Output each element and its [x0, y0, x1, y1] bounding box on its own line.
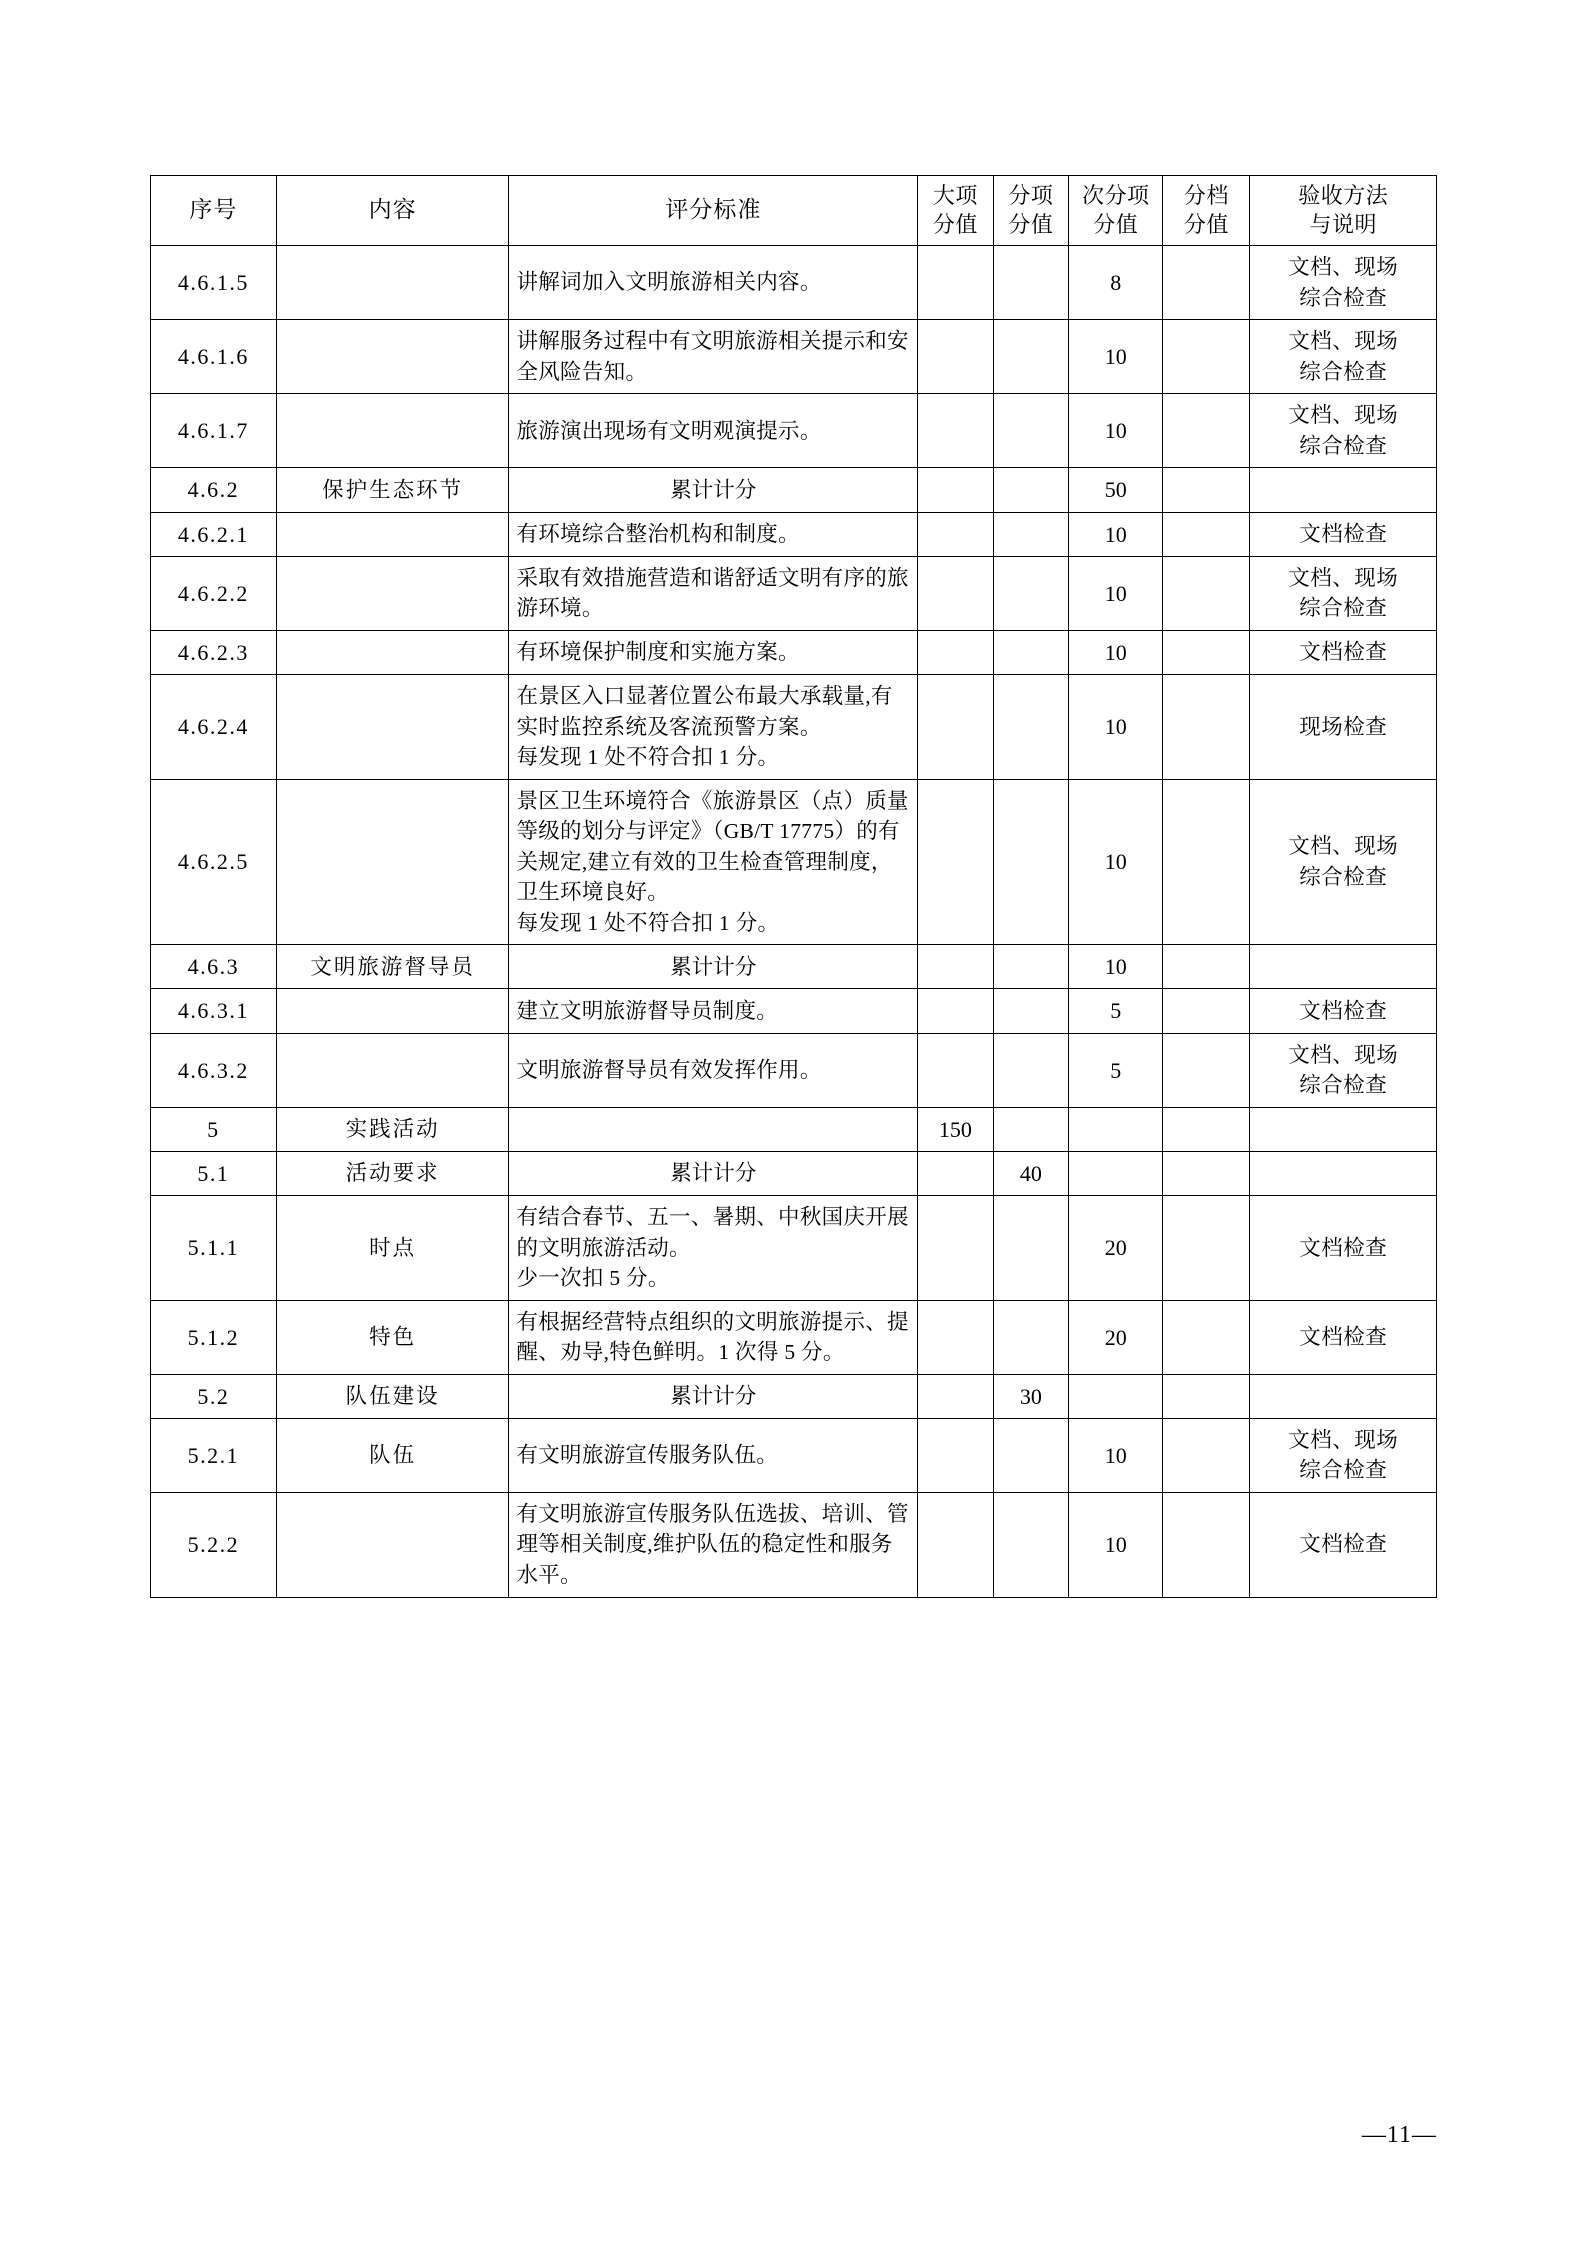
cell-content: 活动要求 [276, 1151, 509, 1195]
cell-criteria: 采取有效措施营造和谐舒适文明有序的旅游环境。 [509, 556, 918, 630]
cell-sub-score [993, 468, 1068, 512]
cell-major-score [918, 1196, 993, 1301]
cell-sub-score [993, 1300, 1068, 1374]
cell-major-score [918, 512, 993, 556]
cell-sub-score [993, 246, 1068, 320]
cell-content [276, 512, 509, 556]
cell-major-score [918, 989, 993, 1033]
table-row [151, 512, 1437, 556]
cell-major-score [918, 394, 993, 468]
cell-method: 文档检查 [1250, 989, 1437, 1033]
cell-grade-score [1163, 1374, 1250, 1418]
cell-sub-score [993, 1033, 1068, 1107]
table-header-row [151, 176, 1437, 246]
header-major-score-line2: 分值 [932, 211, 978, 237]
cell-subsub-score: 10 [1069, 320, 1163, 394]
cell-subsub-score: 20 [1069, 1196, 1163, 1301]
cell-subsub-score: 10 [1069, 779, 1163, 945]
cell-grade-score [1163, 1107, 1250, 1151]
cell-grade-score [1163, 779, 1250, 945]
table-row [151, 1492, 1437, 1597]
cell-no: 4.6.1.6 [151, 320, 277, 394]
cell-criteria: 文明旅游督导员有效发挥作用。 [509, 1033, 918, 1107]
cell-grade-score [1163, 320, 1250, 394]
cell-method: 文档检查 [1250, 1196, 1437, 1301]
cell-major-score [918, 320, 993, 394]
cell-method: 文档、现场 综合检查 [1250, 246, 1437, 320]
cell-grade-score [1163, 394, 1250, 468]
cell-method [1250, 468, 1437, 512]
cell-subsub-score [1069, 1151, 1163, 1195]
cell-no: 4.6.3 [151, 945, 277, 989]
cell-no: 4.6.2.1 [151, 512, 277, 556]
cell-major-score [918, 675, 993, 780]
cell-major-score [918, 246, 993, 320]
cell-grade-score [1163, 1418, 1250, 1492]
cell-no: 4.6.3.2 [151, 1033, 277, 1107]
cell-criteria: 有环境综合整治机构和制度。 [509, 512, 918, 556]
cell-content [276, 779, 509, 945]
cell-criteria: 讲解词加入文明旅游相关内容。 [509, 246, 918, 320]
table-row [151, 1374, 1437, 1418]
cell-criteria: 建立文明旅游督导员制度。 [509, 989, 918, 1033]
cell-method: 文档检查 [1250, 512, 1437, 556]
cell-method [1250, 1374, 1437, 1418]
cell-no: 4.6.3.1 [151, 989, 277, 1033]
cell-major-score [918, 1492, 993, 1597]
cell-subsub-score: 10 [1069, 1492, 1163, 1597]
table-row [151, 779, 1437, 945]
cell-content [276, 556, 509, 630]
page-number: —11— [1361, 2122, 1437, 2148]
cell-content [276, 1033, 509, 1107]
table-header [151, 176, 1437, 246]
cell-major-score [918, 779, 993, 945]
header-sub-score-line2: 分值 [1008, 211, 1054, 237]
cell-criteria: 旅游演出现场有文明观演提示。 [509, 394, 918, 468]
cell-no: 5.2 [151, 1374, 277, 1418]
cell-no: 5.2.2 [151, 1492, 277, 1597]
cell-sub-score [993, 989, 1068, 1033]
table-row [151, 945, 1437, 989]
cell-criteria: 景区卫生环境符合《旅游景区（点）质量等级的划分与评定》（GB/T 17775）的有关规定,建立有效的卫生检查管理制度，卫生环境良好。 每发现 1 处不符合扣 1 分。 [509, 779, 918, 945]
cell-subsub-score: 20 [1069, 1300, 1163, 1374]
table-row [151, 394, 1437, 468]
cell-subsub-score: 10 [1069, 675, 1163, 780]
table-row [151, 1107, 1437, 1151]
cell-grade-score [1163, 1196, 1250, 1301]
header-method-line2: 与说明 [1309, 211, 1377, 237]
cell-subsub-score: 10 [1069, 630, 1163, 674]
header-major-score [918, 176, 993, 246]
cell-criteria: 有结合春节、五一、暑期、中秋国庆开展的文明旅游活动。 少一次扣 5 分。 [509, 1196, 918, 1301]
cell-grade-score [1163, 1300, 1250, 1374]
cell-method [1250, 1151, 1437, 1195]
cell-subsub-score: 10 [1069, 945, 1163, 989]
cell-method: 文档、现场 综合检查 [1250, 1418, 1437, 1492]
cell-criteria: 累计计分 [509, 1374, 918, 1418]
cell-method: 文档、现场 综合检查 [1250, 556, 1437, 630]
table-row [151, 1151, 1437, 1195]
cell-grade-score [1163, 246, 1250, 320]
cell-criteria [509, 1107, 918, 1151]
cell-method: 文档、现场 综合检查 [1250, 1033, 1437, 1107]
cell-content [276, 630, 509, 674]
cell-content [276, 675, 509, 780]
cell-sub-score [993, 945, 1068, 989]
cell-grade-score [1163, 512, 1250, 556]
cell-grade-score [1163, 1033, 1250, 1107]
cell-method: 文档、现场 综合检查 [1250, 320, 1437, 394]
cell-major-score: 150 [918, 1107, 993, 1151]
cell-subsub-score [1069, 1374, 1163, 1418]
table-row [151, 246, 1437, 320]
table-row [151, 989, 1437, 1033]
cell-major-score [918, 945, 993, 989]
cell-criteria: 累计计分 [509, 945, 918, 989]
table-row [151, 1418, 1437, 1492]
cell-content: 时点 [276, 1196, 509, 1301]
cell-subsub-score: 5 [1069, 989, 1163, 1033]
cell-sub-score [993, 779, 1068, 945]
cell-subsub-score: 10 [1069, 512, 1163, 556]
cell-no: 5.1 [151, 1151, 277, 1195]
cell-subsub-score: 10 [1069, 556, 1163, 630]
cell-criteria: 累计计分 [509, 468, 918, 512]
cell-major-score [918, 556, 993, 630]
cell-major-score [918, 1418, 993, 1492]
header-no: 序号 [151, 176, 277, 246]
cell-sub-score [993, 630, 1068, 674]
cell-no: 5.1.1 [151, 1196, 277, 1301]
header-method [1250, 176, 1437, 246]
cell-method: 文档检查 [1250, 630, 1437, 674]
table-row [151, 675, 1437, 780]
cell-grade-score [1163, 556, 1250, 630]
cell-sub-score: 30 [993, 1374, 1068, 1418]
header-subsub-score-line1: 次分项 [1081, 183, 1150, 208]
cell-sub-score [993, 1107, 1068, 1151]
cell-content: 文明旅游督导员 [276, 945, 509, 989]
cell-content: 队伍 [276, 1418, 509, 1492]
header-grade-score-line2: 分值 [1183, 211, 1229, 237]
cell-grade-score [1163, 675, 1250, 780]
header-method-line1: 验收方法 [1298, 183, 1389, 208]
cell-criteria: 有文明旅游宣传服务队伍选拔、培训、管理等相关制度,维护队伍的稳定性和服务水平。 [509, 1492, 918, 1597]
cell-sub-score [993, 556, 1068, 630]
cell-content: 特色 [276, 1300, 509, 1374]
header-grade-score [1163, 176, 1250, 246]
header-criteria: 评分标准 [509, 176, 918, 246]
table-row [151, 556, 1437, 630]
cell-method [1250, 945, 1437, 989]
cell-method: 文档、现场 综合检查 [1250, 394, 1437, 468]
cell-criteria: 在景区入口显著位置公布最大承载量,有实时监控系统及客流预警方案。 每发现 1 处不符合扣 1 分。 [509, 675, 918, 780]
header-subsub-score [1069, 176, 1163, 246]
cell-method [1250, 1107, 1437, 1151]
cell-sub-score [993, 394, 1068, 468]
cell-sub-score [993, 1492, 1068, 1597]
cell-major-score [918, 1151, 993, 1195]
cell-subsub-score: 50 [1069, 468, 1163, 512]
header-major-score-line1: 大项 [932, 183, 978, 208]
cell-no: 4.6.2.3 [151, 630, 277, 674]
cell-no: 5 [151, 1107, 277, 1151]
cell-sub-score [993, 320, 1068, 394]
cell-major-score [918, 630, 993, 674]
cell-grade-score [1163, 945, 1250, 989]
header-sub-score-line1: 分项 [1008, 183, 1054, 208]
cell-no: 4.6.1.7 [151, 394, 277, 468]
cell-criteria: 有环境保护制度和实施方案。 [509, 630, 918, 674]
cell-no: 4.6.2.2 [151, 556, 277, 630]
table-body [151, 246, 1437, 1597]
table-row [151, 1300, 1437, 1374]
table-row [151, 468, 1437, 512]
table-row [151, 320, 1437, 394]
cell-no: 4.6.2.5 [151, 779, 277, 945]
cell-grade-score [1163, 630, 1250, 674]
cell-sub-score [993, 1196, 1068, 1301]
cell-grade-score [1163, 468, 1250, 512]
cell-major-score [918, 1033, 993, 1107]
header-content: 内容 [276, 176, 509, 246]
cell-sub-score [993, 675, 1068, 780]
table-row [151, 630, 1437, 674]
cell-sub-score: 40 [993, 1151, 1068, 1195]
cell-sub-score [993, 512, 1068, 556]
cell-subsub-score: 10 [1069, 394, 1163, 468]
cell-sub-score [993, 1418, 1068, 1492]
cell-criteria: 有文明旅游宣传服务队伍。 [509, 1418, 918, 1492]
cell-criteria: 有根据经营特点组织的文明旅游提示、提醒、劝导,特色鲜明。1 次得 5 分。 [509, 1300, 918, 1374]
cell-no: 5.2.1 [151, 1418, 277, 1492]
cell-major-score [918, 1374, 993, 1418]
scoring-criteria-table [150, 175, 1437, 1598]
cell-major-score [918, 468, 993, 512]
cell-content: 实践活动 [276, 1107, 509, 1151]
cell-subsub-score: 10 [1069, 1418, 1163, 1492]
table-row [151, 1033, 1437, 1107]
cell-method: 文档检查 [1250, 1300, 1437, 1374]
header-grade-score-line1: 分档 [1183, 183, 1229, 208]
header-sub-score [993, 176, 1068, 246]
cell-content: 保护生态环节 [276, 468, 509, 512]
header-subsub-score-line2: 分值 [1093, 211, 1139, 237]
cell-no: 4.6.1.5 [151, 246, 277, 320]
cell-grade-score [1163, 1151, 1250, 1195]
cell-subsub-score: 5 [1069, 1033, 1163, 1107]
cell-content [276, 320, 509, 394]
cell-subsub-score [1069, 1107, 1163, 1151]
cell-criteria: 讲解服务过程中有文明旅游相关提示和安全风险告知。 [509, 320, 918, 394]
cell-grade-score [1163, 1492, 1250, 1597]
cell-criteria: 累计计分 [509, 1151, 918, 1195]
cell-content [276, 1492, 509, 1597]
cell-no: 4.6.2.4 [151, 675, 277, 780]
cell-method: 文档、现场 综合检查 [1250, 779, 1437, 945]
cell-grade-score [1163, 989, 1250, 1033]
cell-method: 现场检查 [1250, 675, 1437, 780]
cell-no: 4.6.2 [151, 468, 277, 512]
cell-no: 5.1.2 [151, 1300, 277, 1374]
cell-content [276, 394, 509, 468]
cell-content [276, 246, 509, 320]
cell-content [276, 989, 509, 1033]
cell-method: 文档检查 [1250, 1492, 1437, 1597]
table-row [151, 1196, 1437, 1301]
cell-content: 队伍建设 [276, 1374, 509, 1418]
cell-subsub-score: 8 [1069, 246, 1163, 320]
cell-major-score [918, 1300, 993, 1374]
